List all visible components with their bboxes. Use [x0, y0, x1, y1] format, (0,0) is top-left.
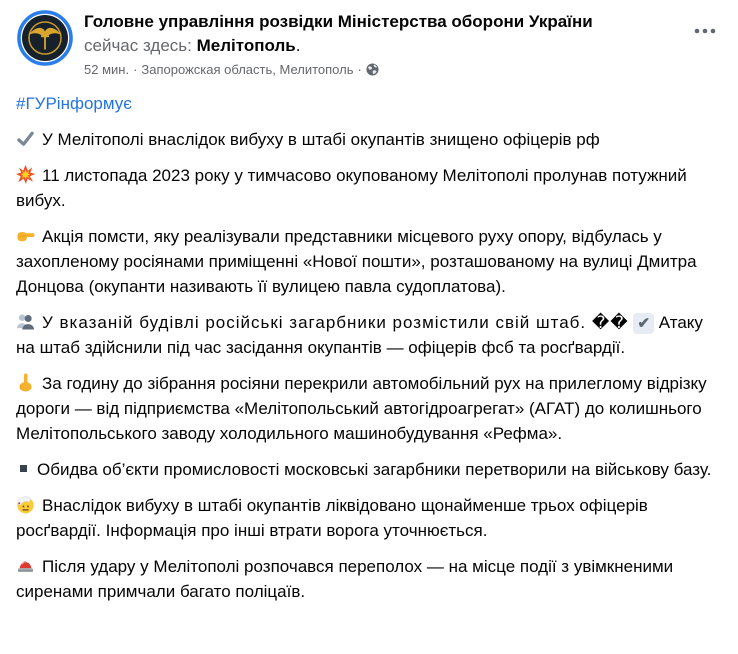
checkin-prefix: сейчас здесь: — [84, 36, 197, 55]
meta-line — [84, 61, 593, 78]
bandaged-face-icon — [16, 495, 35, 514]
pointing-up-icon — [16, 373, 35, 392]
header-text-block — [84, 9, 593, 78]
collision-explosion-icon — [16, 165, 35, 184]
meta-dot: · — [133, 62, 138, 77]
busts-silhouette-icon — [16, 312, 35, 331]
checkin-location-link[interactable]: Мелітополь — [196, 36, 296, 55]
post-paragraph — [16, 457, 722, 482]
post-header — [0, 0, 738, 78]
paragraph-text: Після удару у Мелітополі розпочався переполох — на місце події з увімкненими сиренами примчали багато поліцаїв. — [16, 557, 674, 601]
post-paragraph — [16, 371, 722, 446]
paragraph-text: Атаку на штаб здійснили під час засідання окупантів — офіцерів фсб та росґвардії. — [16, 313, 703, 357]
paragraph-text: Обидва об’єкти промисловості московські загарбники перетворили на військову базу. — [37, 460, 712, 479]
hashtag-link[interactable]: #ГУРінформує — [16, 94, 132, 113]
post-paragraph — [16, 493, 722, 543]
paragraph-text: У Мелітополі внаслідок вибуху в штабі окупантів знищено офіцерів рф — [42, 130, 600, 149]
post-paragraph — [16, 310, 722, 360]
paragraph-text: У вказаній будівлі російські загарбники розмістили свій штаб. �� — [42, 313, 629, 332]
location-link[interactable]: Запорожская область, Мелитополь — [141, 62, 354, 77]
black-small-square-icon — [20, 465, 27, 472]
post-paragraph — [16, 224, 722, 299]
page-name-link[interactable]: Головне управління розвідки Міністерства оборони України — [84, 12, 593, 31]
post-paragraph — [16, 554, 722, 604]
paragraph-text: За годину до зібрання росіяни перекрили автомобільний рух на прилеглому відрізку дороги — від підприємства «Мелітопольський автогідроагрегат» (АГАТ) до колишнього Мелітопольського заводу холодильного машинобудування «Рефма». — [16, 374, 707, 443]
meta-dot: · — [357, 62, 362, 77]
timestamp-link[interactable]: 52 мин. — [84, 62, 130, 77]
page-avatar[interactable] — [16, 9, 74, 67]
globe-public-icon — [366, 63, 379, 76]
gur-logo-icon — [16, 54, 74, 71]
hashtag-line — [16, 91, 722, 116]
ellipsis-menu-icon — [694, 28, 716, 34]
checkin-line — [84, 34, 593, 57]
check-mark-icon — [16, 129, 35, 148]
paragraph-text: Акція помсти, яку реалізували представники місцевого руху опору, відбулась у захопленому росіянами приміщенні «Нової пошти», розташованому на вулиці Дмитра Донцова (окупанти називають її вулицею павла судоплатова). — [16, 227, 697, 296]
post-paragraph — [16, 163, 722, 213]
paragraph-text: 11 листопада 2023 року у тимчасово окупованому Мелітополі пролунав потужний вибух. — [16, 166, 687, 210]
checkin-suffix: . — [295, 36, 301, 55]
pointing-right-icon — [16, 226, 35, 245]
police-siren-icon — [16, 556, 35, 575]
post-options-button[interactable] — [688, 22, 722, 40]
post-body — [0, 78, 738, 604]
check-badge-icon: ✔ — [633, 313, 654, 334]
post-paragraph — [16, 127, 722, 152]
paragraph-text: Внаслідок вибуху в штабі окупантів ліквідовано щонайменше трьох офіцерів росґвардії. Інформація про інші втрати ворога уточнюється. — [16, 496, 648, 540]
